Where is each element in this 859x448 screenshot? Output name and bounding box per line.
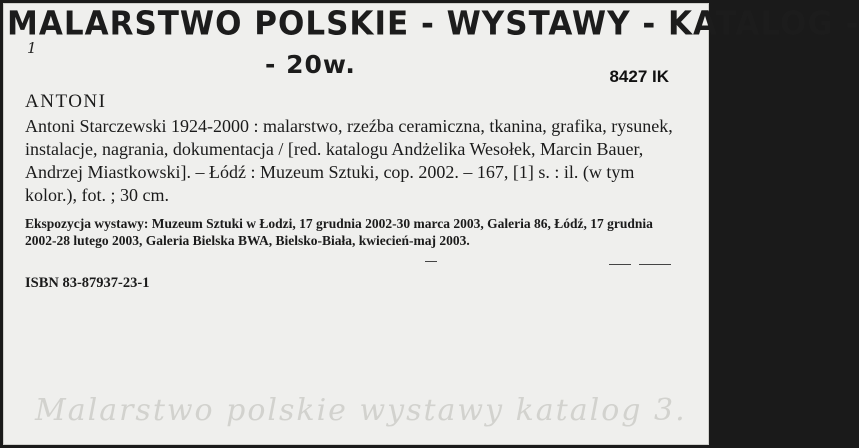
stray-mark xyxy=(425,261,437,262)
handwritten-subject-heading: MALARSTWO POLSKIE - WYSTAWY - KATALOG - xyxy=(7,5,859,43)
show-through-handwriting: Malarstwo polskie wystawy katalog 3. xyxy=(35,393,687,428)
isbn: ISBN 83-87937-23-1 xyxy=(25,275,150,291)
stray-mark xyxy=(639,264,671,265)
bibliographic-description: Antoni Starczewski 1924-2000 : malarstwo, rzeźba ceramiczna, tkanina, grafika, rysunek, instalacje, nagrania, dokumentacja / [red. katalogu Andżelika Wesołek, Marcin Bauer, Andrzej Miastkowski]. – Łódź : Muzeum Sztuki, cop. 2002. – 167, [1] s. : il. (w tym kolor.), fot. ; 30 cm. xyxy=(25,116,673,205)
catalog-card xyxy=(3,3,859,445)
stray-mark xyxy=(609,264,631,265)
call-number: 8427 IK xyxy=(609,67,669,86)
exhibition-note: Ekspozycja wystawy: Muzeum Sztuki w Łodzi, 17 grudnia 2002-30 marca 2003, Galeria 86, Łódź, 17 grudnia 2002-28 lutego 2003, Galeria Bielska BWA, Bielsko-Biała, kwiecień-maj 2003. xyxy=(25,216,653,248)
author-heading: ANTONI xyxy=(25,91,107,112)
handwritten-subject-heading-continuation: - 20w. xyxy=(265,50,356,79)
volume-number: 1 xyxy=(27,39,37,57)
